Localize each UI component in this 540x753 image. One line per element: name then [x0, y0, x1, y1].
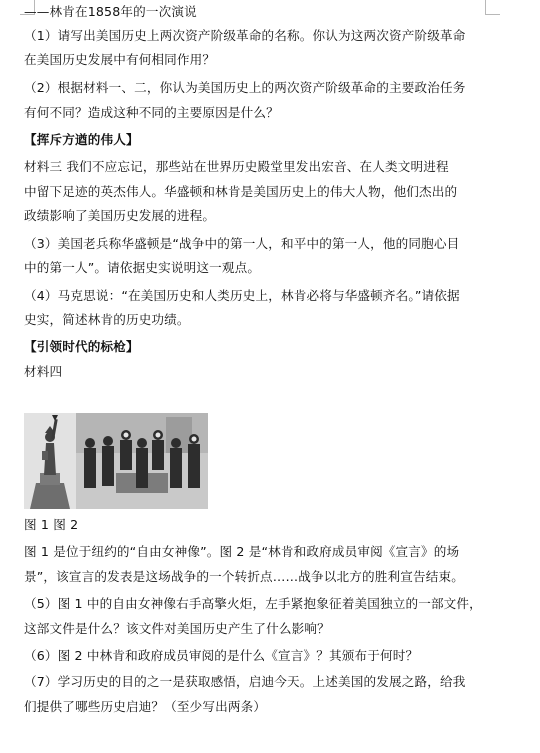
- section-heading-javelin: 【引领时代的标枪】: [24, 339, 139, 354]
- question-6-line: （6）图 2 中林肯和政府成员审阅的是什么《宣言》？其颁布于何时？: [24, 648, 419, 663]
- question-3-line-1: （3）美国老兵称华盛顿是“战争中的第一人，和平中的第一人，他的同胞心目: [24, 236, 460, 251]
- question-1-line-1: （1）请写出美国历史上两次资产阶级革命的名称。你认为这两次资产阶级革命: [24, 28, 466, 43]
- statue-of-liberty-photo: [24, 413, 76, 509]
- figure-caption: 图 1 图 2: [24, 517, 79, 532]
- question-7-line-2: 们提供了哪些历史启迪？（至少写出两条）: [24, 699, 267, 714]
- question-3-line-2: 中的第一人”。请依据史实说明这一观点。: [24, 260, 261, 275]
- question-5-line-2: 这部文件是什么？该文件对美国历史产生了什么影响？: [24, 621, 330, 636]
- statue-of-liberty-icon: [24, 413, 76, 509]
- question-5-line-1: （5）图 1 中的自由女神像右手高擎火炬，左手紧抱象征着美国独立的一部文件，: [24, 596, 482, 611]
- lincoln-cabinet-painting: [76, 413, 208, 509]
- question-1-line-2: 在美国历史发展中有何相同作用？: [24, 52, 216, 67]
- figure-description-line-2: 景”，该宣言的发表是这场战争的一个转折点……战争以北方的胜利宣告结束。: [24, 569, 464, 584]
- question-4-line-2: 史实，简述林肯的历史功绩。: [24, 312, 190, 327]
- material-4-label: 材料四: [24, 364, 63, 379]
- question-7-line-1: （7）学习历史的目的之一是获取感悟，启迪今天。上述美国的发展之路，给我: [24, 674, 466, 689]
- figure-description-line-1: 图 1 是位于纽约的“自由女神像”。图 2 是“林肯和政府成员审阅《宣言》的场: [24, 544, 460, 559]
- material-3-line-1: 材料三 我们不应忘记，那些站在世界历史殿堂里发出宏音、在人类文明进程: [24, 159, 449, 174]
- question-2-line-1: （2）根据材料一、二，你认为美国历史上的两次资产阶级革命的主要政治任务: [24, 80, 466, 95]
- question-2-line-2: 有何不同？造成这种不同的主要原因是什么？: [24, 105, 279, 120]
- quote-attribution: ——林肯在1858年的一次演说: [24, 4, 197, 19]
- material-3-line-2: 中留下足迹的英杰伟人。华盛顿和林肯是美国历史上的伟大人物，他们杰出的: [24, 184, 458, 199]
- section-heading-great-men: 【挥斥方遒的伟人】: [24, 132, 139, 147]
- material-3-line-3: 政绩影响了美国历史发展的进程。: [24, 208, 216, 223]
- lincoln-cabinet-icon: [76, 413, 208, 509]
- question-4-line-1: （4）马克思说：“在美国历史和人类历史上，林肯必将与华盛顿齐名。”请依据: [24, 288, 460, 303]
